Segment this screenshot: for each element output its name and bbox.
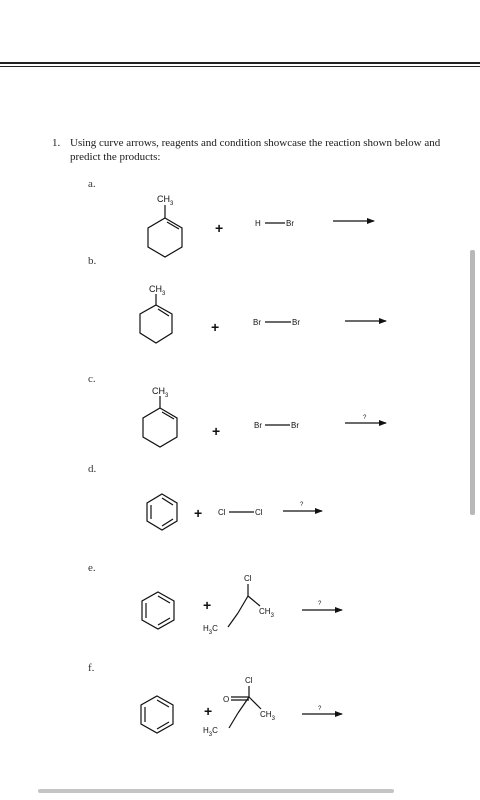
question-number: 1. <box>52 137 61 149</box>
chloroalkane-e <box>228 584 260 627</box>
reagent-a-left: H <box>255 219 261 228</box>
arrow-label-d: ? <box>300 502 304 508</box>
reagent-e-top: Cl <box>244 574 252 583</box>
plus-b: + <box>211 319 220 335</box>
part-label-a: a. <box>88 178 96 190</box>
reagent-b-right: Br <box>292 318 300 327</box>
reagent-a-right: Br <box>286 219 294 228</box>
methylcyclohexene-b <box>140 294 172 343</box>
reagent-f-top: Cl <box>245 676 253 685</box>
question-text: Using curve arrows, reagents and condition showcase the reaction shown below and predict the products: <box>70 137 441 163</box>
methylcyclohexene-c <box>143 396 177 447</box>
plus-a: + <box>215 220 224 236</box>
reagent-f-carbonyl: O <box>223 695 230 704</box>
part-label-d: d. <box>88 463 97 475</box>
part-label-e: e. <box>88 562 96 574</box>
arrow-label-f: ? <box>318 706 322 712</box>
reagent-f-right: $CH_3$ <box>260 710 275 722</box>
plus-d: + <box>194 505 203 521</box>
reagent-c-right: Br <box>291 421 299 430</box>
part-label-b: b. <box>88 255 97 267</box>
reagent-d-right: Cl <box>255 508 263 517</box>
reagent-c-left: Br <box>254 421 262 430</box>
chloroketone-f <box>229 686 261 728</box>
vertical-scrollbar[interactable] <box>470 250 475 515</box>
reagent-e-right: $CH_3$ <box>259 607 274 619</box>
substituent-c: $CH_3$ <box>152 386 169 399</box>
benzene-f <box>141 696 173 733</box>
plus-e: + <box>203 597 212 613</box>
plus-f: + <box>204 703 213 719</box>
arrow-label-c: ? <box>363 415 367 421</box>
reagent-d-left: Cl <box>218 508 226 517</box>
reagent-b-left: Br <box>253 318 261 327</box>
part-label-f: f. <box>88 662 95 674</box>
horizontal-scrollbar[interactable] <box>38 789 394 793</box>
substituent-a: $CH_3$ <box>157 194 174 207</box>
part-label-c: c. <box>88 373 96 385</box>
arrow-label-e: ? <box>318 601 322 607</box>
reagent-e-bottom: $H_3C$ <box>203 624 218 636</box>
plus-c: + <box>212 423 221 439</box>
benzene-e <box>142 592 174 629</box>
reagent-f-bottom: $H_3C$ <box>203 726 218 738</box>
benzene-d <box>147 494 177 530</box>
substituent-b: $CH_3$ <box>149 284 166 297</box>
methylcyclohexene-a <box>148 205 182 257</box>
